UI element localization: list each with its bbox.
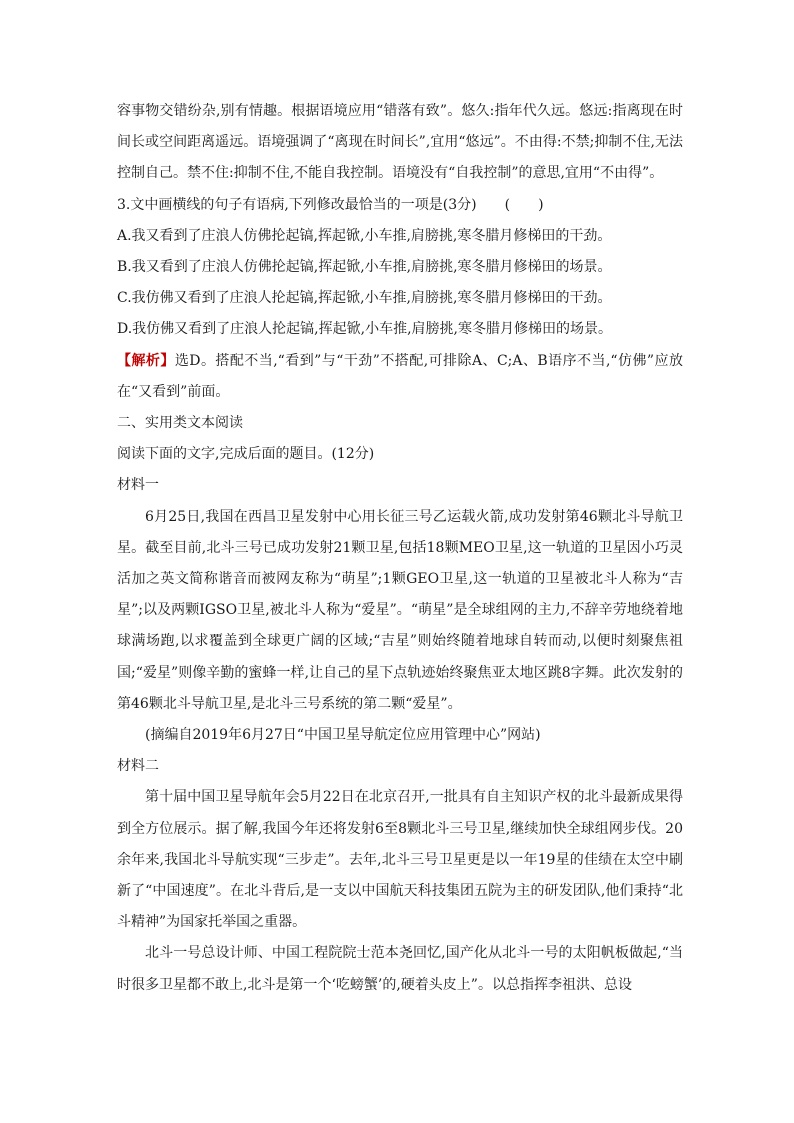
analysis-tag: 【解析】 <box>117 352 175 369</box>
question-3-stem: 3.文中画横线的句子有语病,下列修改最恰当的一项是(3分) ( ) <box>117 196 544 213</box>
material-2-body-2: 北斗一号总设计师、中国工程院院士范本尧回忆,国产化从北斗一号的太阳帆板做起,“当时很多卫星都不敢上,北斗是第一个‘吃螃蟹’的,硬着头皮上”。以总指挥李祖洪、总设 <box>117 945 683 993</box>
material-2-label: 材料二 <box>117 758 159 775</box>
section-2-heading: 二、实用类文本阅读 <box>117 415 243 432</box>
question-3-option-a: A.我又看到了庄浪人仿佛抡起镐,挥起锨,小车推,肩膀挑,寒冬腊月修梯田的干劲。 <box>117 227 612 244</box>
question-3-option-d: D.我仿佛又看到了庄浪人抡起镐,挥起锨,小车推,肩膀挑,寒冬腊月修梯田的场景。 <box>117 321 612 338</box>
material-1-body: 6月25日,我国在西昌卫星发射中心用长征三号乙运载火箭,成功发射第46颗北斗导航卫星。截至目前,北斗三号已成功发射21颗卫星,包括18颗MEO卫星,这一轨道的卫星因小巧灵活加之英文简称谐音而被网友称为“萌星”;1颗GEO卫星,这一轨道的卫星被北斗人称为“吉星”;以及两颗IGSO卫星,被北斗人称为“爱星”。“萌星”是全球组网的主力,不辞辛劳地绕着地球满场跑,以求覆盖到全球更广阔的区域;“吉星”则始终随着地球自转而动,以便时刻聚焦祖国;“爱星”则像辛勤的蜜蜂一样,让自己的星下点轨迹始终聚焦亚太地区跳8字舞。此次发射的第46颗北斗导航卫星,是北斗三号系统的第二颗“爱星”。 <box>117 508 683 712</box>
material-1-source: (摘编自2019年6月27日“中国卫星导航定位应用管理中心”网站) <box>145 727 541 744</box>
question-3-option-b: B.我又看到了庄浪人仿佛抡起镐,挥起锨,小车推,肩膀挑,寒冬腊月修梯田的场景。 <box>117 259 612 276</box>
document-content <box>117 96 683 1001</box>
question-3-option-c: C.我仿佛又看到了庄浪人抡起镐,挥起锨,小车推,肩膀挑,寒冬腊月修梯田的干劲。 <box>117 290 612 307</box>
question-3-analysis <box>117 346 683 408</box>
analysis-text: 选D。搭配不当,“看到”与“干劲”不搭配,可排除A、C;A、B语序不当,“仿佛”应放在“又看到”前面。 <box>117 352 683 400</box>
section-2-instruction: 阅读下面的文字,完成后面的题目。(12分) <box>117 446 375 463</box>
material-1-label: 材料一 <box>117 477 159 494</box>
material-2-body-1: 第十届中国卫星导航年会5月22日在北京召开,一批具有自主知识产权的北斗最新成果得到全方位展示。据了解,我国今年还将发射6至8颗北斗三号卫星,继续加快全球组网步伐。20余年来,我国北斗导航实现“三步走”。去年,北斗三号卫星更是以一年19星的佳绩在太空中刷新了“中国速度”。在北斗背后,是一支以中国航天科技集团五院为主的研发团队,他们秉持“北斗精神”为国家托举国之重器。 <box>117 789 683 931</box>
answer-explanation-continued: 容事物交错纷杂,别有情趣。根据语境应用“错落有致”。悠久:指年代久远。悠远:指离现在时间长或空间距离遥远。语境强调了“离现在时间长”,宜用“悠远”。不由得:不禁;抑制不住,无法控制自己。禁不住:抑制不住,不能自我控制。语境没有“自我控制”的意思,宜用“不由得”。 <box>117 103 683 182</box>
